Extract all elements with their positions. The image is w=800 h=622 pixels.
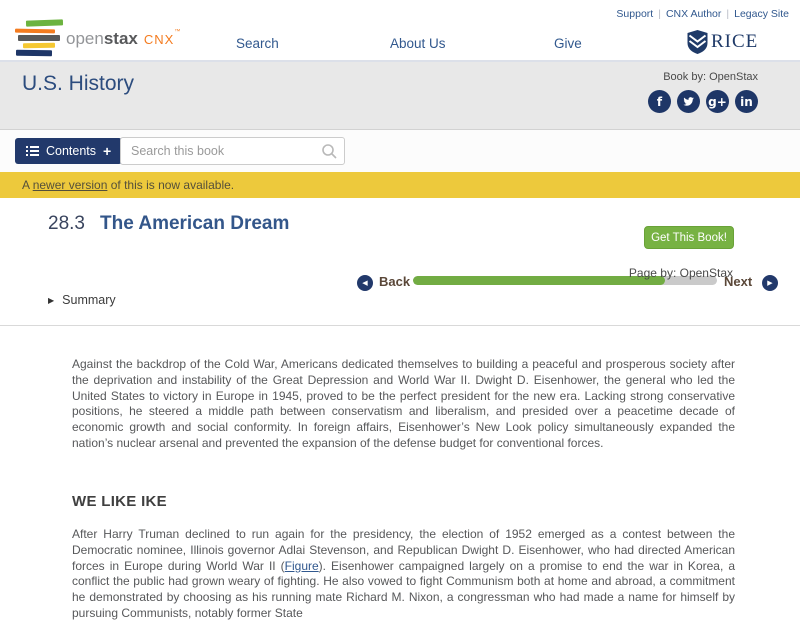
google-plus-icon[interactable] [706,90,729,113]
caret-right-icon: ▶ [48,295,55,305]
logo-bar [18,35,60,41]
notice-suffix: of this is now available. [107,178,235,192]
cnx-author-link[interactable]: CNX Author [665,8,722,20]
get-this-book-button[interactable]: Get This Book! [644,226,734,249]
search-input[interactable] [120,137,345,165]
book-by-label: Book by: OpenStax [663,71,758,83]
book-bar [0,62,800,130]
nav-about-us[interactable]: About Us [390,36,446,51]
summary-toggle[interactable] [48,293,116,307]
facebook-glyph: f [656,94,663,109]
contents-label: Contents [46,144,97,158]
version-notice-banner [0,172,800,198]
trademark-mark: ™ [174,29,181,35]
rice-shield-icon [687,30,708,54]
logo-bar [16,50,52,57]
body-paragraph [72,527,735,622]
back-icon[interactable]: ◀ [357,275,373,291]
nav-search[interactable]: Search [236,36,279,51]
next-icon[interactable]: ▶ [762,275,778,291]
wordmark-cnx: CNX [143,32,175,47]
nav-give[interactable]: Give [554,36,582,51]
logo-bar [23,43,55,49]
linkedin-glyph: in [740,94,753,109]
twitter-icon[interactable] [677,90,700,113]
logo-bar [26,19,63,26]
list-icon [26,145,39,157]
linkedin-icon[interactable] [735,90,758,113]
next-button[interactable]: Next [724,274,753,289]
section-heading: WE LIKE IKE [72,493,167,510]
intro-paragraph: Against the backdrop of the Cold War, Americans dedicated themselves to building a peaceful and prosperous society after the deprivation and instability of the Great Depression and World War II. Dwight D. Eisenhower, the general who led the United States to victory in Europe in 1945, proved to be the perfect president for the new era. Lacking strong conservative positions, he steered a middle path between conservatism and liberalism, and presided over a peacetime decade of economic growth and social conformity. In foreign affairs, Eisenhower’s New Look policy simultaneously expanded the nation’s nuclear arsenal and prevented the expansion of the defense budget for conventional forces. [72,357,735,450]
rice-logo-text: RICE [711,31,759,52]
twitter-bird-glyph [682,95,695,108]
search-icon[interactable] [321,143,337,159]
link-separator: | [658,8,661,20]
page-by-label: Page by: OpenStax [628,266,733,280]
logo-bar [15,29,55,34]
book-title: U.S. History [22,72,135,95]
paragraph-text: After Harry Truman declined to run again for the presidency, the election of 1952 emerged as a contest between the Democratic nominee, Illinois governor Adlai Stevenson, and Republican Dwight D. Eisenhower, who had directed American forces in Europe during World War II ( [72,527,735,573]
utility-links [616,8,789,20]
link-separator: | [726,8,730,20]
support-link[interactable]: Support [616,8,654,20]
contents-button[interactable] [15,138,122,164]
openstax-wordmark [66,29,180,49]
summary-label: Summary [62,293,116,307]
page-title: The American Dream [100,213,290,234]
back-button[interactable]: Back [379,274,411,289]
section-number: 28.3 [48,213,85,234]
legacy-site-link[interactable]: Legacy Site [734,8,789,20]
notice-prefix: A [22,178,33,192]
openstax-logo-icon [14,20,64,56]
newer-version-link[interactable]: newer version [32,178,108,192]
rice-logo[interactable] [687,30,758,54]
section-divider [0,325,800,326]
openstax-logo[interactable] [14,20,214,58]
progress-fill [413,276,665,285]
social-icons [648,90,758,113]
figure-link[interactable]: Figure [284,558,319,573]
wordmark-open: open [66,29,104,48]
paragraph-text: ). Eisenhower campaigned largely on a promise to end the war in Korea, a conflict the public had grown weary of fighting. He also vowed to fight Communism both at home and abroad, a commitment he demonstrated by choosing as his running mate Richard M. Nixon, a congressman who had made a name for himself by pursuing Communists, notably former State [72,558,736,620]
site-header [0,0,800,62]
book-search [120,137,345,165]
version-notice-text [22,178,234,192]
wordmark-stax: stax [103,29,138,48]
plus-icon: + [103,143,112,159]
facebook-icon[interactable] [648,90,671,113]
google-plus-glyph: g+ [708,94,727,109]
